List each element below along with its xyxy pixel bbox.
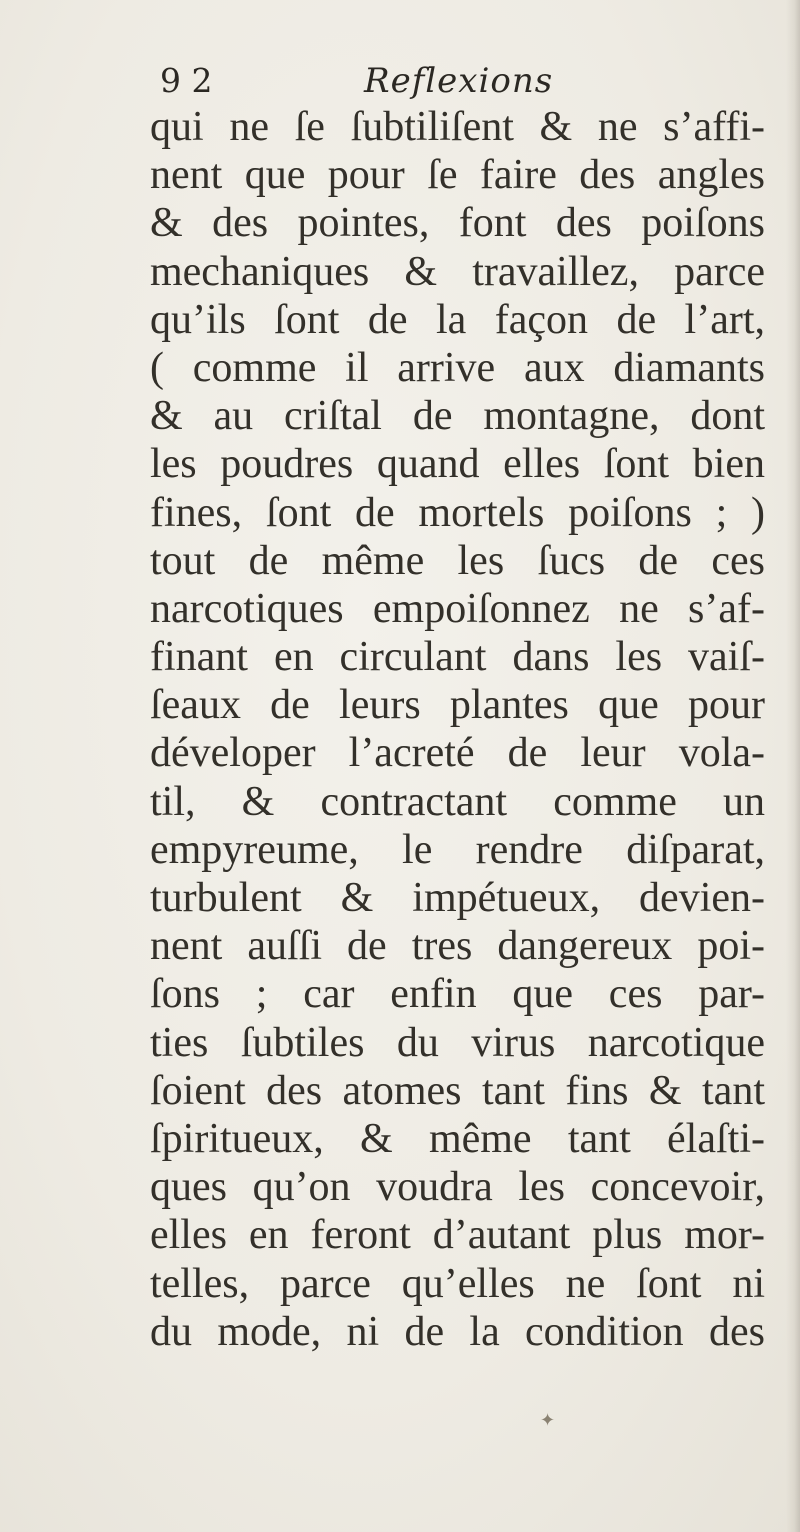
text-line: ties ſubtiles du virus narcotique [150, 1019, 765, 1066]
text-line: mechaniques & travaillez, parce [150, 248, 765, 295]
text-line: elles en feront d’autant plus mor- [150, 1212, 765, 1259]
text-line: telles, parce qu’elles ne ſont ni [150, 1260, 765, 1307]
text-line: qu’ils ſont de la façon de l’art, [150, 296, 765, 343]
text-line: turbulent & impétueux, devien- [150, 875, 765, 921]
text-line: nent que pour ſe faire des angles [150, 152, 765, 199]
text-line: déveloper l’acreté de leur vola- [150, 730, 765, 777]
text-line: ſons ; car enfin que ces par- [150, 971, 765, 1018]
page-gutter-shadow [786, 0, 800, 1532]
text-line: ſoient des atomes tant fins & tant [150, 1067, 765, 1114]
running-title: Reflexions [364, 61, 554, 101]
text-line: ( comme il arrive aux diamants [150, 344, 765, 391]
text-line: fines, ſont de mortels poiſons ; ) [150, 489, 765, 536]
text-line: narcotiques empoiſonnez ne s’af- [150, 585, 765, 632]
text-line: & au criſtal de montagne, dont [150, 393, 765, 440]
body-text [150, 103, 765, 1356]
text-line: les poudres quand elles ſont bien [150, 441, 765, 488]
text-line: tout de même les ſucs de ces [150, 537, 765, 584]
page-number: 9 2 [160, 61, 213, 100]
page-header [152, 56, 752, 106]
text-line: til, & contractant comme un [150, 778, 765, 825]
text-line: du mode, ni de la condition des [150, 1308, 765, 1355]
text-line: ſpiritueux, & même tant élaſti- [150, 1115, 765, 1162]
text-line: finant en circulant dans les vaiſ- [150, 634, 765, 681]
text-line: ſeaux de leurs plantes que pour [150, 682, 765, 729]
ornament-icon: ✦ [540, 1410, 556, 1431]
text-line: qui ne ſe ſubtiliſent & ne s’affi- [150, 104, 765, 150]
text-line: & des pointes, font des poiſons [150, 200, 765, 247]
text-line: nent auſſi de tres dangereux poi- [150, 923, 765, 970]
text-line: empyreume, le rendre diſparat, [150, 826, 765, 873]
text-line: ques qu’on voudra les concevoir, [150, 1164, 765, 1211]
